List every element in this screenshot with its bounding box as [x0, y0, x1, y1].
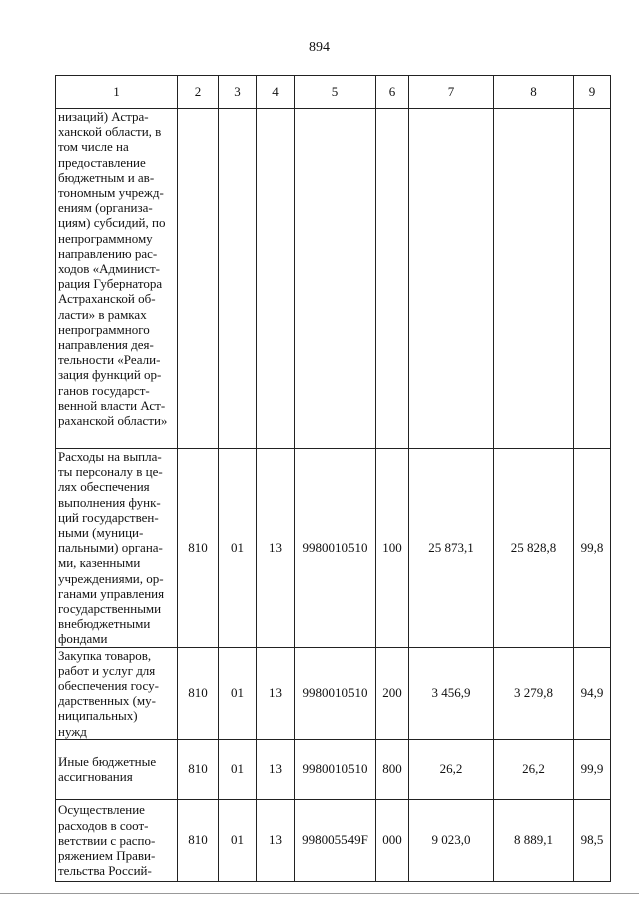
description-line: венной власти Аст-: [58, 397, 166, 413]
description-line: работ и услуг для: [58, 662, 156, 678]
budget-table: [55, 75, 611, 882]
cell-col3: 01: [219, 739, 257, 799]
description-line: Закупка товаров,: [58, 647, 152, 663]
cell-col2: [178, 109, 219, 449]
description-line: государственными: [58, 601, 162, 617]
description-line: ассигнования: [58, 769, 133, 785]
header-cell: 4: [257, 76, 295, 109]
cell-col5: [295, 109, 376, 449]
description-line: ласти» в рамках: [58, 306, 147, 322]
description-line: ниципальных): [58, 708, 138, 724]
description-line: тельности «Реали-: [58, 352, 161, 368]
description-line: непрограммному: [58, 230, 153, 246]
cell-col2: 810: [178, 799, 219, 881]
description-line: ными (муници-: [58, 525, 144, 541]
table-row: [56, 109, 611, 449]
description-line: учреждениями, ор-: [58, 570, 164, 586]
header-cell: 3: [219, 76, 257, 109]
table-header-row: [56, 76, 611, 109]
cell-col8: 3 279,8: [494, 647, 574, 739]
cell-col5: 9980010510: [295, 647, 376, 739]
description-line: внебюджетными: [58, 616, 151, 632]
cell-col7: [409, 109, 494, 449]
description-line: предоставление: [58, 154, 146, 170]
cell-col6: 000: [376, 799, 409, 881]
description-line: тономным учрежд-: [58, 185, 164, 201]
table-row: [56, 449, 611, 648]
cell-col9: 98,5: [574, 799, 611, 881]
page-number: 894: [309, 40, 330, 55]
header-cell: 2: [178, 76, 219, 109]
description-line: раханской области»: [58, 413, 168, 429]
cell-col7: 25 873,1: [409, 449, 494, 648]
description-line: том числе на: [58, 139, 129, 155]
description-line: ениям (организа-: [58, 200, 153, 216]
cell-col9: [574, 109, 611, 449]
table-row: [56, 739, 611, 799]
header-cell: 5: [295, 76, 376, 109]
table-row: [56, 799, 611, 881]
cell-col8: 26,2: [494, 739, 574, 799]
cell-col3: 01: [219, 647, 257, 739]
table-row: [56, 647, 611, 739]
description-line: бюджетным и ав-: [58, 169, 155, 185]
description-line: пальными) органа-: [58, 540, 163, 556]
description-line: зация функций ор-: [58, 367, 162, 383]
cell-col9: 99,9: [574, 739, 611, 799]
description-line: Расходы на выпла-: [58, 449, 162, 464]
cell-col3: [219, 109, 257, 449]
description-line: Астраханской об-: [58, 291, 156, 307]
cell-col9: 94,9: [574, 647, 611, 739]
row-description: [56, 739, 178, 799]
description-line: Иные бюджетные: [58, 754, 157, 770]
description-line: расходов в соот-: [58, 817, 149, 833]
description-line: направления дея-: [58, 337, 154, 353]
description-line: непрограммного: [58, 321, 150, 337]
cell-col6: 800: [376, 739, 409, 799]
description-line: ганов государст-: [58, 382, 150, 398]
description-line: ты персоналу в це-: [58, 464, 163, 480]
cell-col7: 9 023,0: [409, 799, 494, 881]
cell-col6: [376, 109, 409, 449]
cell-col4: [257, 109, 295, 449]
header-cell: 1: [56, 76, 178, 109]
row-description: [56, 647, 178, 739]
cell-col5: 9980010510: [295, 739, 376, 799]
description-line: Осуществление: [58, 802, 145, 818]
description-line: дарственных (му-: [58, 693, 156, 709]
description-line: ми, казенными: [58, 555, 141, 571]
cell-col6: 200: [376, 647, 409, 739]
header-cell: 6: [376, 76, 409, 109]
cell-col7: 3 456,9: [409, 647, 494, 739]
description-line: ряжением Прави-: [58, 847, 156, 863]
description-line: ганами управления: [58, 585, 165, 601]
page-bottom-rule: [0, 893, 639, 894]
cell-col4: 13: [257, 647, 295, 739]
cell-col8: 8 889,1: [494, 799, 574, 881]
cell-col6: 100: [376, 449, 409, 648]
header-cell: 7: [409, 76, 494, 109]
description-line: рация Губернатора: [58, 276, 163, 292]
description-line: ханской области, в: [58, 124, 162, 140]
cell-col4: 13: [257, 739, 295, 799]
description-line: циям) субсидий, по: [58, 215, 166, 231]
description-line: низаций) Астра-: [58, 109, 149, 124]
cell-col5: 9980010510: [295, 449, 376, 648]
cell-col9: 99,8: [574, 449, 611, 648]
header-cell: 9: [574, 76, 611, 109]
cell-col3: 01: [219, 449, 257, 648]
header-cell: 8: [494, 76, 574, 109]
cell-col2: 810: [178, 449, 219, 648]
cell-col5: 998005549F: [295, 799, 376, 881]
description-line: выполнения функ-: [58, 494, 161, 510]
description-line: нужд: [58, 723, 87, 739]
description-line: фондами: [58, 631, 108, 647]
description-line: ций государствен-: [58, 509, 159, 525]
row-description: [56, 799, 178, 881]
description-line: ветствии с распо-: [58, 832, 156, 848]
cell-col4: 13: [257, 449, 295, 648]
description-line: тельства Россий-: [58, 863, 152, 879]
cell-col2: 810: [178, 647, 219, 739]
cell-col7: 26,2: [409, 739, 494, 799]
description-line: обеспечения госу-: [58, 678, 159, 694]
row-description: [56, 449, 178, 648]
cell-col8: 25 828,8: [494, 449, 574, 648]
description-line: лях обеспечения: [58, 479, 150, 495]
description-line: направлению рас-: [58, 245, 158, 261]
cell-col4: 13: [257, 799, 295, 881]
cell-col2: 810: [178, 739, 219, 799]
row-description: [56, 109, 178, 449]
cell-col3: 01: [219, 799, 257, 881]
cell-col8: [494, 109, 574, 449]
description-line: ходов «Админист-: [58, 261, 161, 277]
